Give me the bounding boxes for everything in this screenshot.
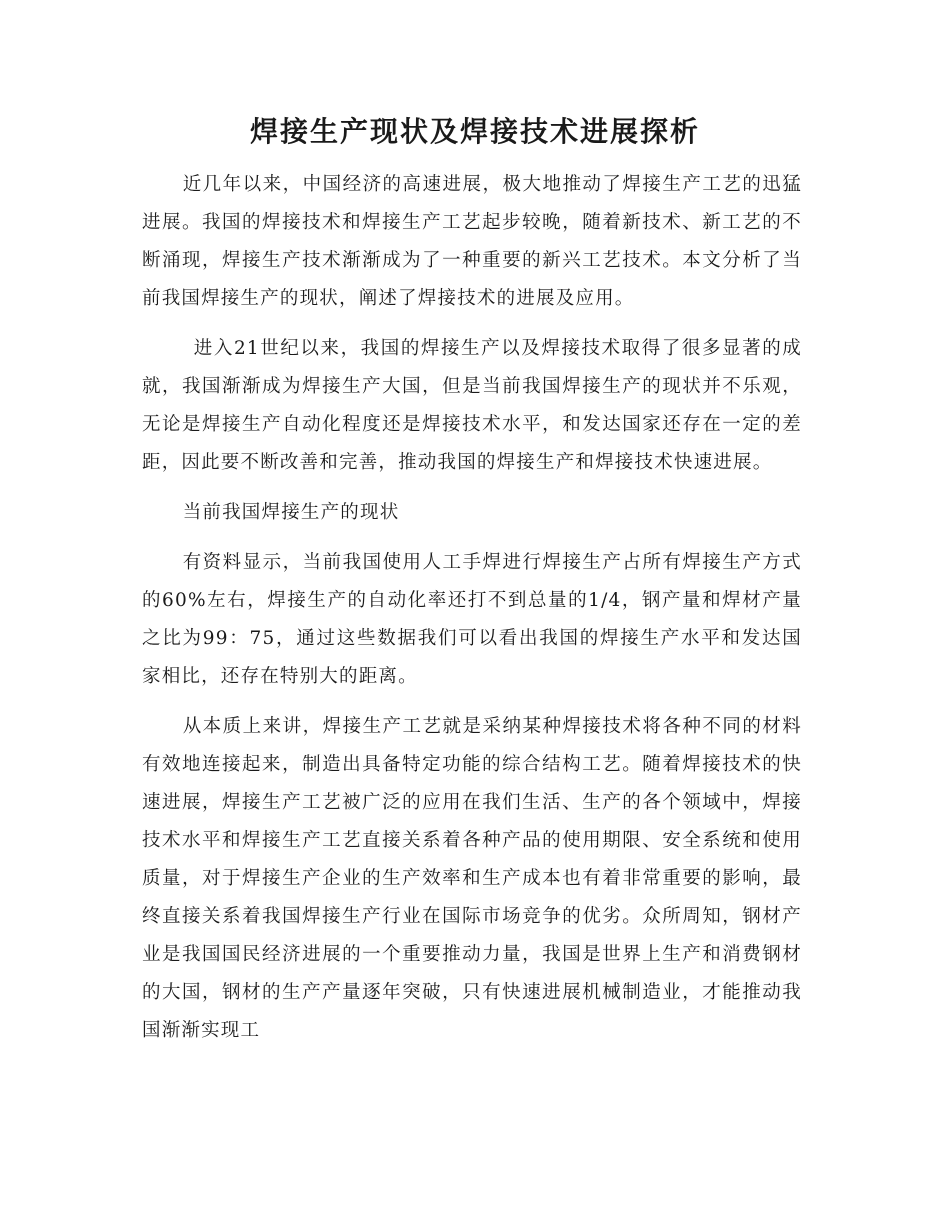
paragraph-intro: 近几年以来，中国经济的高速进展，极大地推动了焊接生产工艺的迅猛进展。我国的焊接技术和焊接生产工艺起步较晚，随着新技术、新工艺的不断涌现，焊接生产技术渐渐成为了一种重要的新兴工艺技术。本文分析了当前我国焊接生产的现状，阐述了焊接技术的进展及应用。 bbox=[142, 174, 802, 309]
document-body bbox=[142, 166, 802, 1050]
paragraph-21st-century: 进入21世纪以来，我国的焊接生产以及焊接技术取得了很多显著的成就，我国渐渐成为焊接生产大国，但是当前我国焊接生产的现状并不乐观，无论是焊接生产自动化程度还是焊接技术水平，和发达国家还存在一定的差距，因此要不断改善和完善，推动我国的焊接生产和焊接技术快速进展。 bbox=[142, 338, 802, 473]
document-title: 焊接生产现状及焊接技术进展探析 bbox=[249, 115, 700, 148]
paragraph-statistics: 有资料显示，当前我国使用人工手焊进行焊接生产占所有焊接生产方式的60%左右，焊接生产的自动化率还打不到总量的1/4，钢产量和焊材产量之比为99：75，通过这些数据我们可以看出我国的焊接生产水平和发达国家相比，还存在特别大的距离。 bbox=[142, 552, 802, 687]
section-heading-current-status: 当前我国焊接生产的现状 bbox=[182, 502, 400, 523]
paragraph-welding-process: 从本质上来讲，焊接生产工艺就是采纳某种焊接技术将各种不同的材料有效地连接起来，制造出具备特定功能的综合结构工艺。随着焊接技术的快速进展，焊接生产工艺被广泛的应用在我们生活、生产的各个领域中，焊接技术水平和焊接生产工艺直接关系着各种产品的使用期限、安全系统和使用质量，对于焊接生产企业的生产效率和生产成本也有着非常重要的影响，最终直接关系着我国焊接生产行业在国际市场竞争的优劣。众所周知，钢材产业是我国国民经济进展的一个重要推动力量，我国是世界上生产和消费钢材的大国，钢材的生产产量逐年突破，只有快速进展机械制造业，才能推动我国渐渐实现工 bbox=[142, 716, 802, 1041]
